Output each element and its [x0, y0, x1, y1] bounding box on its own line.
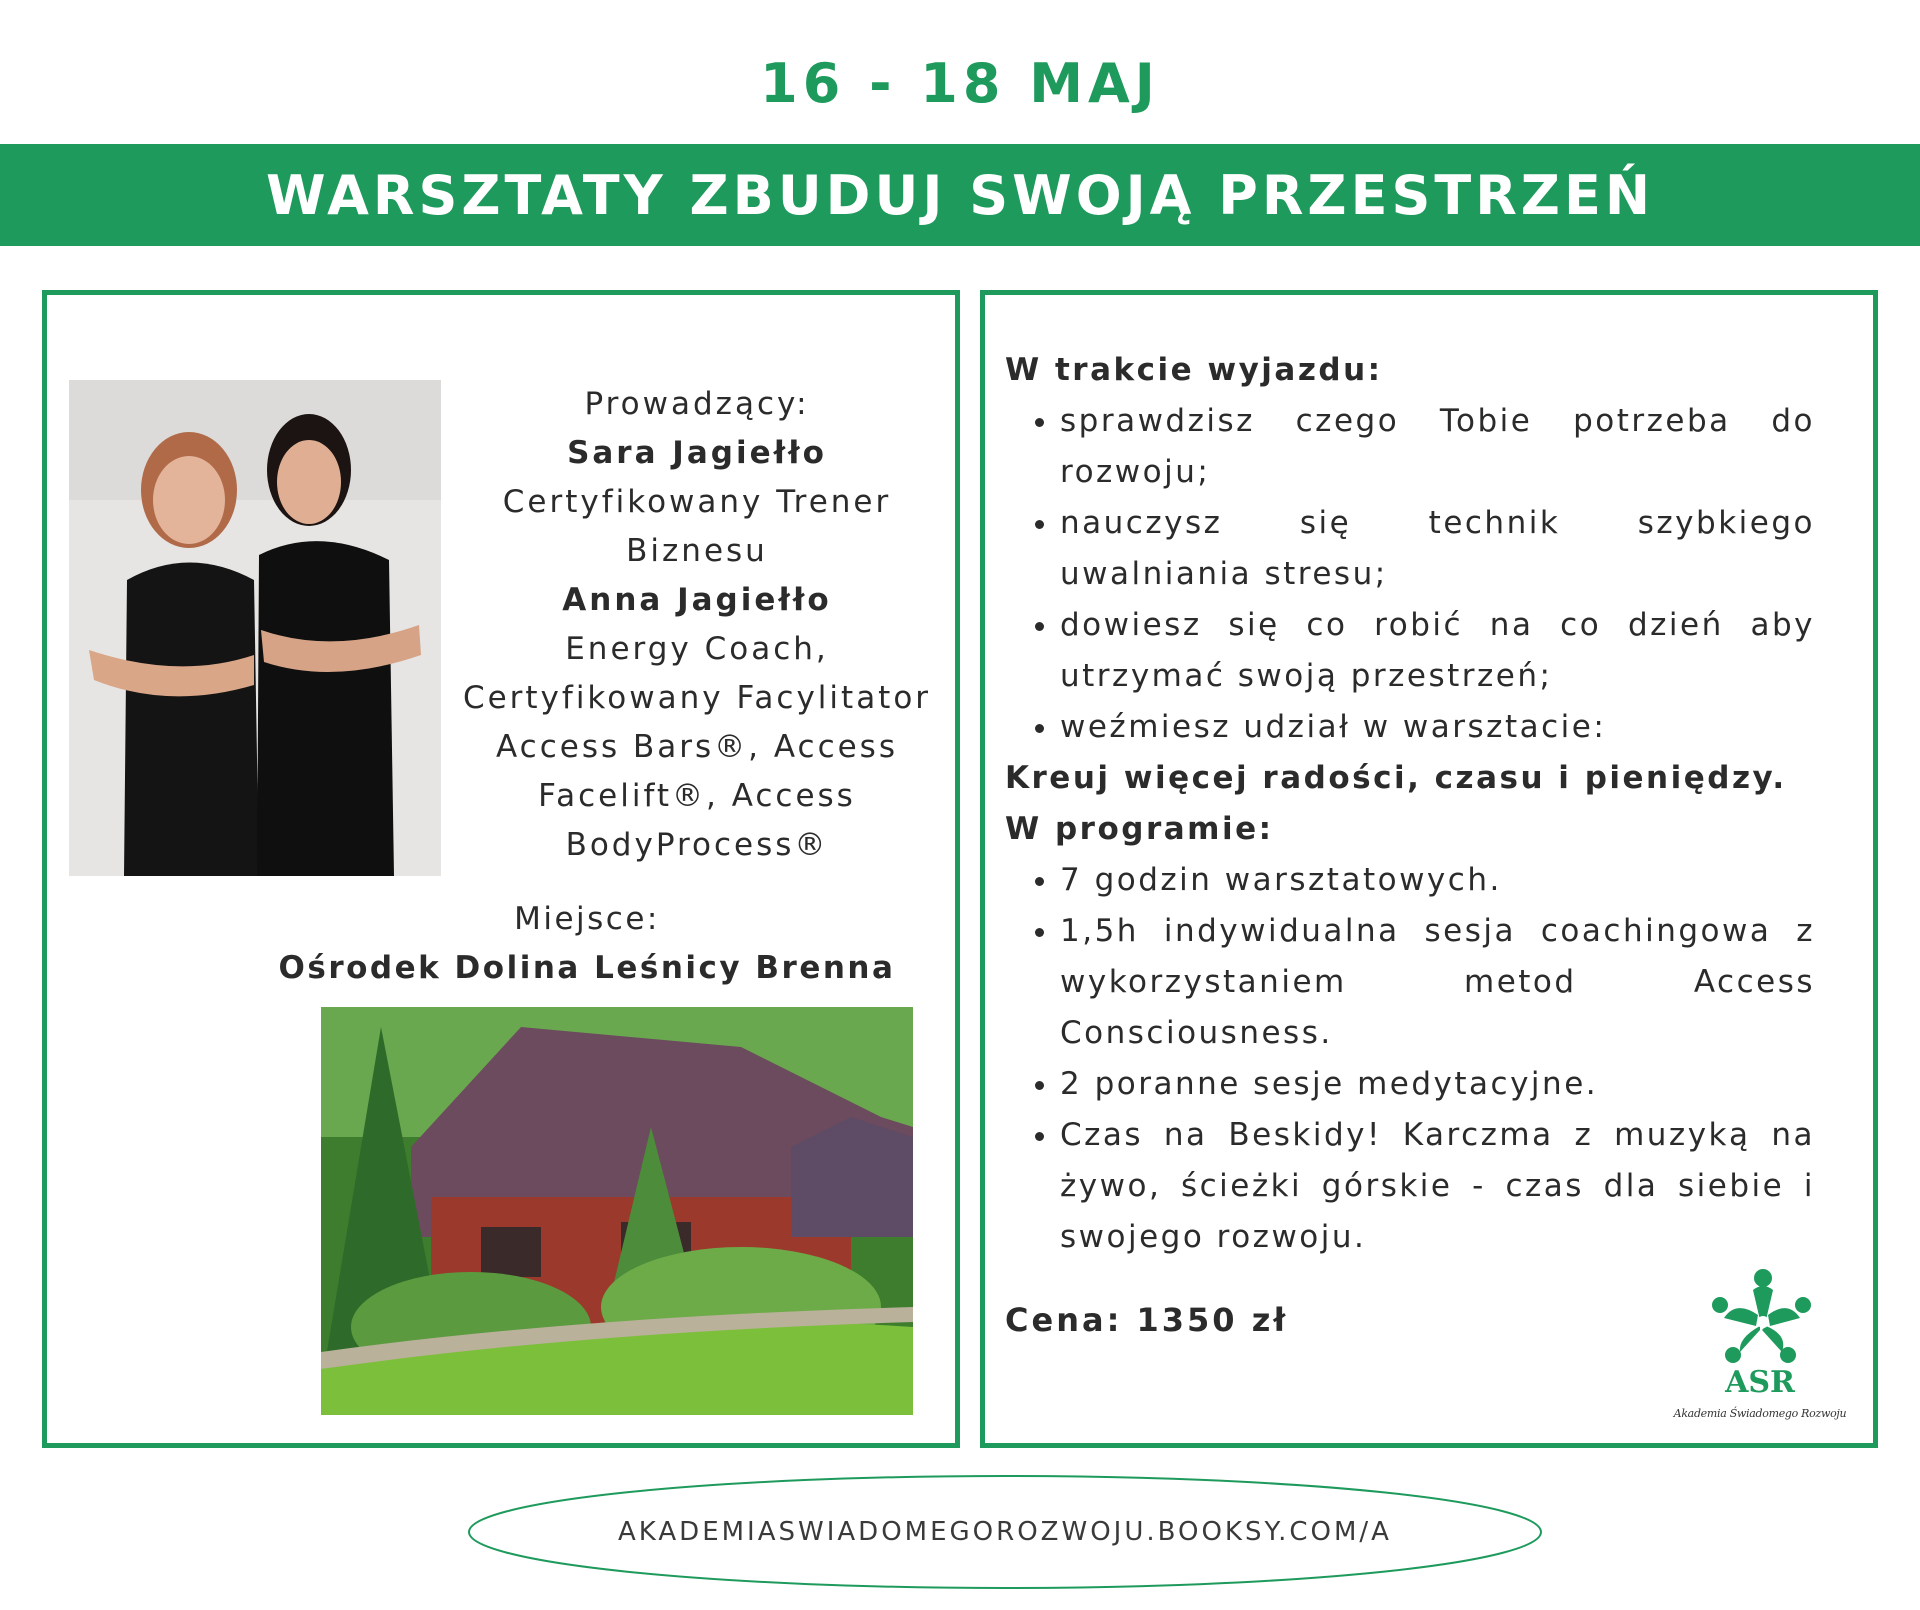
event-date: 16 - 18 MAJ — [760, 52, 1160, 115]
host1-role: Certyfikowany Trener Biznesu — [502, 484, 892, 569]
program-list — [1005, 855, 1815, 1263]
place-info — [217, 895, 957, 993]
price: Cena: 1350 zł — [1005, 1301, 1289, 1339]
trip-list — [1005, 396, 1815, 753]
event-title-banner — [0, 144, 1920, 246]
list-item: • dowiesz się co robić na co dzień aby utrzymać swoją przestrzeń; — [1060, 600, 1815, 702]
trip-heading: W trakcie wyjazdu: — [1005, 352, 1383, 388]
asr-logo — [1670, 1260, 1850, 1430]
program-heading: W programie: — [1005, 811, 1274, 847]
hosts-label: Prowadzący: — [584, 386, 810, 422]
list-item: • 2 poranne sesje medytacyjne. — [1060, 1059, 1815, 1110]
host2-role: Energy Coach, Certyfikowany Facylitator Access Bars®, Access Facelift®, Access BodyProcess® — [462, 631, 932, 863]
list-item: • weźmiesz udział w warsztacie: — [1060, 702, 1815, 753]
hosts-info — [442, 380, 952, 870]
workshop-title: Kreuj więcej radości, czasu i pieniędzy. — [1005, 760, 1787, 796]
logo-abbr: ASR — [1725, 1365, 1795, 1400]
hosts-photo — [69, 380, 441, 876]
host2-name: Anna Jagiełło — [562, 582, 832, 618]
booking-link[interactable] — [465, 1472, 1545, 1592]
program-panel — [980, 290, 1878, 1448]
booking-url[interactable]: AKADEMIASWIADOMEGOROZWOJU.BOOKSY.COM/A — [618, 1517, 1392, 1547]
list-item: • sprawdzisz czego Tobie potrzeba do rozwoju; — [1060, 396, 1815, 498]
event-title: WARSZTATY ZBUDUJ SWOJĄ PRZESTRZEŃ — [265, 163, 1655, 227]
list-item: • 1,5h indywidualna sesja coachingowa z wykorzystaniem metod Access Consciousness. — [1060, 906, 1815, 1059]
place-venue: Ośrodek Dolina Leśnicy Brenna — [278, 950, 896, 986]
list-item: • Czas na Beskidy! Karczma z muzyką na żywo, ścieżki górskie - czas dla siebie i swojego rozwoju. — [1060, 1110, 1815, 1263]
hosts-panel — [42, 290, 960, 1448]
place-label: Miejsce: — [514, 901, 660, 937]
people-star-icon — [1708, 1260, 1818, 1370]
venue-photo — [321, 1007, 913, 1415]
logo-fullname: Akademia Świadomego Rozwoju — [1673, 1407, 1847, 1420]
list-item: • 7 godzin warsztatowych. — [1060, 855, 1815, 906]
list-item: • nauczysz się technik szybkiego uwalniania stresu; — [1060, 498, 1815, 600]
host1-name: Sara Jagiełło — [567, 435, 827, 471]
program-content — [1005, 345, 1815, 1263]
